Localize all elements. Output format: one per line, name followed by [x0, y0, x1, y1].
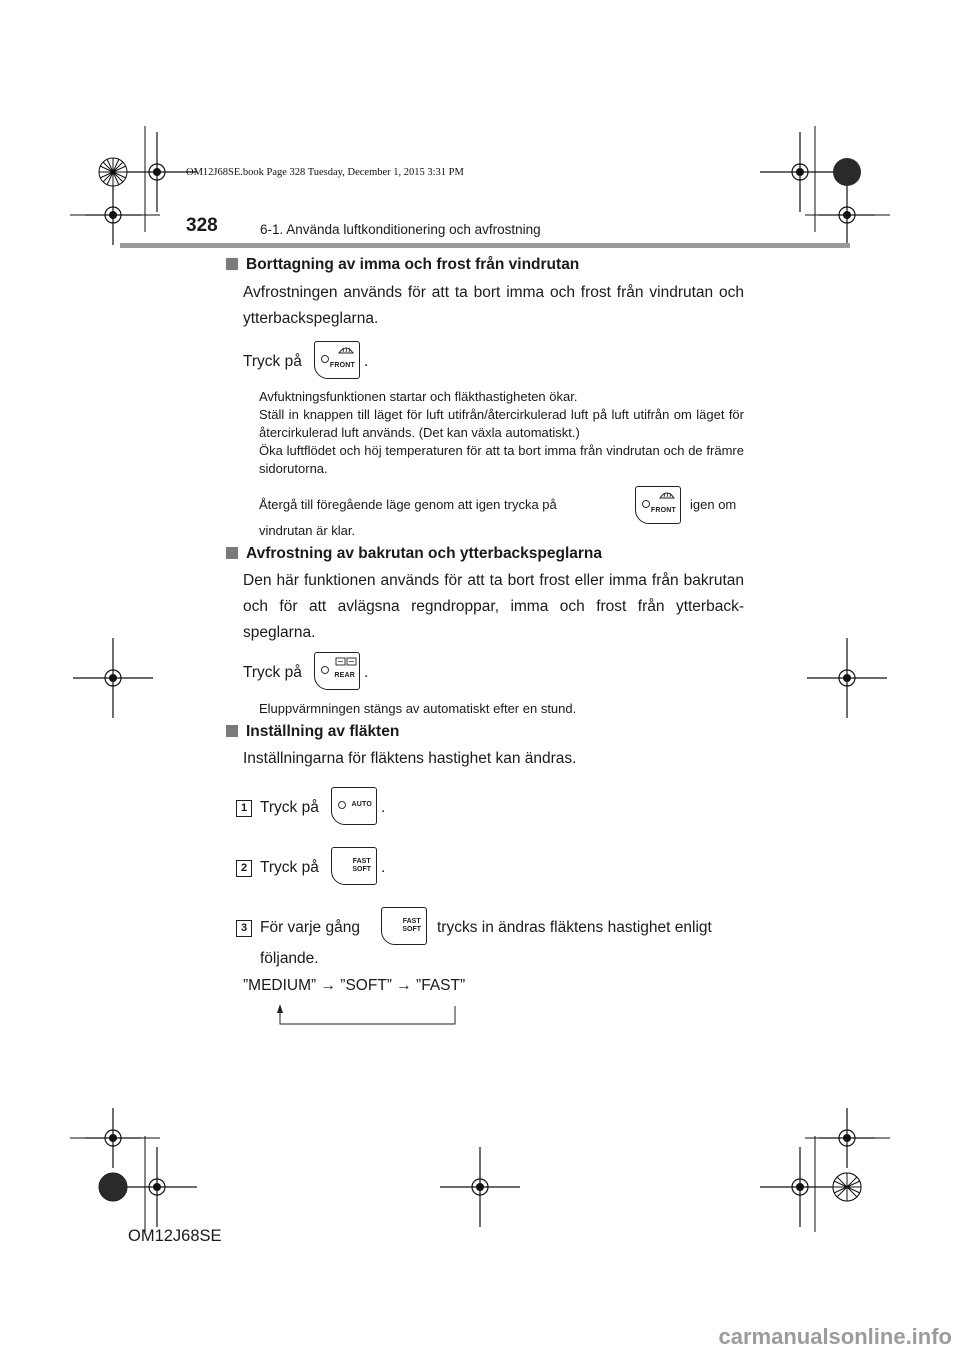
front-defrost-button-icon: FRONT: [314, 341, 360, 379]
auto-button-icon: AUTO: [331, 787, 377, 825]
step-number-3: 3: [236, 920, 252, 937]
header-rule: [120, 243, 850, 248]
step3-prefix: För varje gång: [260, 919, 360, 936]
rear-intro: Den här funktionen används för att ta bort frost eller imma från bakrutan och för att avlägsna regndroppar, imma och frost från ytterback-speglarna.: [243, 572, 744, 641]
step2-prefix: Tryck på: [260, 859, 319, 876]
step3-end: följande.: [260, 950, 319, 967]
step-number-1: 1: [236, 800, 252, 817]
heading-windshield: Borttagning av imma och frost från vindrutan: [226, 256, 579, 274]
rear-press-suffix: .: [364, 664, 369, 681]
solid-dot-mark: [833, 158, 861, 186]
fan-speed-sequence: ”MEDIUM” → ”SOFT” → ”FAST”: [243, 977, 466, 994]
rear-note: Eluppvärmningen stängs av automatiskt efter en stund.: [259, 701, 577, 716]
windshield-intro: Avfrostningen används för att ta bort imma och frost från vindrutan och ytterbackspeglarna.: [243, 284, 744, 327]
fan-intro: Inställningarna för fläktens hastighet kan ändras.: [243, 750, 577, 767]
step-number-2: 2: [236, 860, 252, 877]
windshield-note-3: Öka luftflödet och höj temperaturen för att ta bort imma från vindrutan och de främre sidorutorna.: [259, 443, 744, 476]
heading-square-icon: [226, 547, 238, 559]
windshield-press-suffix: .: [364, 353, 369, 370]
step3-suffix: trycks in ändras fläktens hastighet enligt: [437, 919, 712, 936]
step2-suffix: .: [381, 859, 386, 876]
windshield-note-1: Avfuktningsfunktionen startar och fläkthastigheten ökar.: [259, 389, 578, 404]
windshield-note-2: Ställ in knappen till läget för luft utifrån/återcirkulerad luft på luft utifrån om läget för återcirkulerad luft används. (Det kan växla automatiskt.): [259, 407, 744, 440]
windshield-return-prefix: Återgå till föregående läge genom att igen trycka på: [259, 497, 557, 512]
windshield-return-end: vindrutan är klar.: [259, 523, 356, 538]
watermark: carmanualsonline.info: [718, 1324, 952, 1349]
cycle-return-arrow: [270, 1004, 460, 1026]
windshield-return-suffix: igen om: [690, 497, 737, 512]
step1-prefix: Tryck på: [260, 799, 319, 816]
rear-defrost-button-icon: REAR: [314, 652, 360, 690]
book-info: OM12J68SE.book Page 328 Tuesday, December 1, 2015 3:31 PM: [186, 167, 464, 178]
heading-square-icon: [226, 258, 238, 270]
heading-rear: Avfrostning av bakrutan och ytterbackspeglarna: [226, 545, 602, 563]
footer-code: OM12J68SE: [128, 1227, 222, 1245]
section-title: 6-1. Använda luftkonditionering och avfrostning: [260, 222, 541, 237]
front-defrost-button-icon: FRONT: [635, 486, 681, 524]
step1-suffix: .: [381, 799, 386, 816]
windshield-press-prefix: Tryck på: [243, 353, 302, 370]
fast-soft-button-icon: FAST SOFT: [381, 907, 427, 945]
page-number: 328: [186, 215, 218, 236]
rear-press-prefix: Tryck på: [243, 664, 302, 681]
heading-square-icon: [226, 725, 238, 737]
fast-soft-button-icon: FAST SOFT: [331, 847, 377, 885]
heading-fan: Inställning av fläkten: [226, 723, 399, 741]
